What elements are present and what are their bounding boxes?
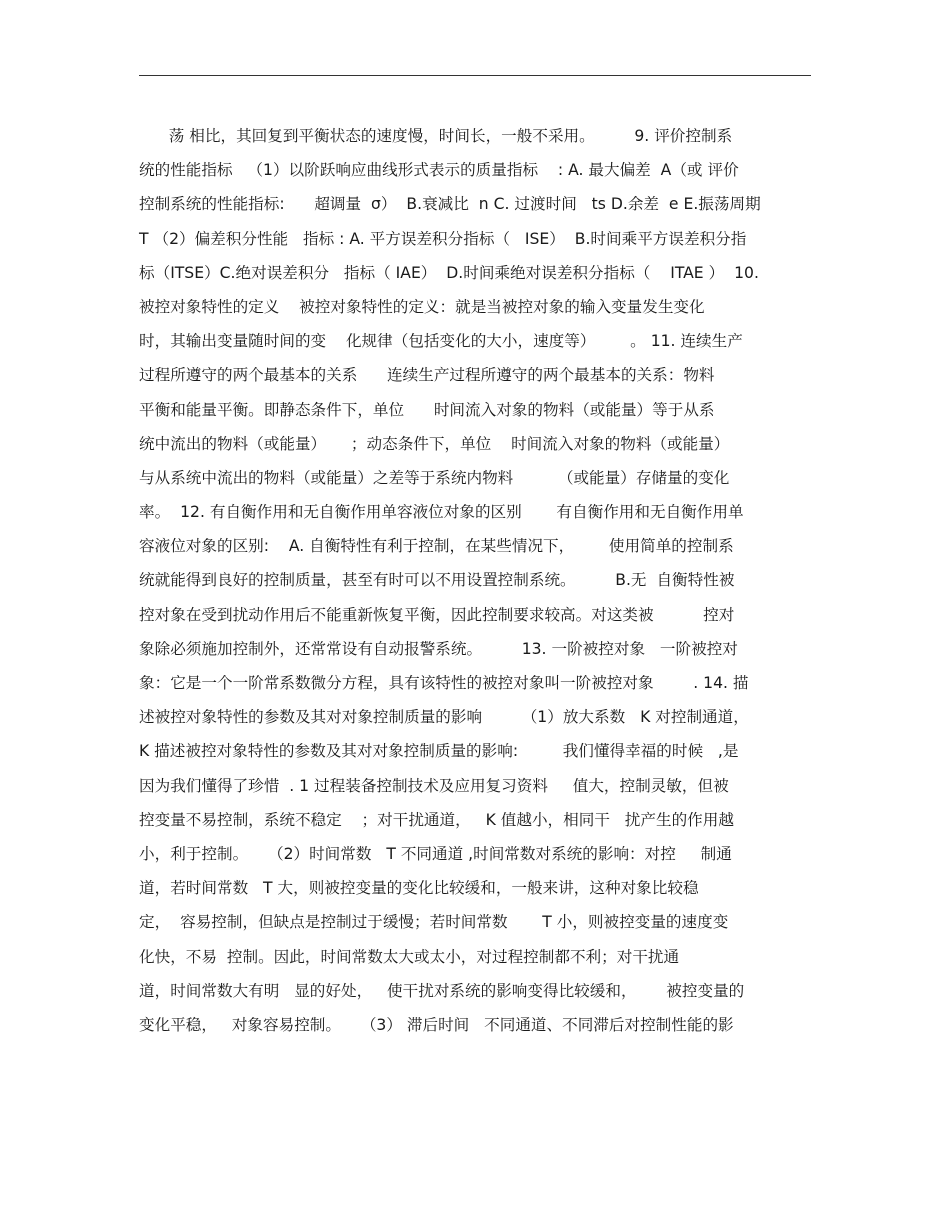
text-line: 控对象在受到扰动作用后不能重新恢复平衡，因此控制要求较高。对这类被 控对 bbox=[139, 605, 735, 624]
text-line: K 描述被控对象特性的参数及其对对象控制质量的影响: 我们懂得幸福的时候 ,是 bbox=[139, 742, 739, 761]
text-line: 标（ITSE）C.绝对误差积分 指标（ IAE） D.时间乘绝对误差积分指标（ ITAE ） 10. bbox=[139, 263, 759, 282]
text-line: 被控对象特性的定义 被控对象特性的定义：就是当被控对象的输入变量发生变化 bbox=[139, 297, 705, 316]
header-rule bbox=[139, 75, 811, 76]
text-line: 平衡和能量平衡。即静态条件下，单位 时间流入对象的物料（或能量）等于从系 bbox=[139, 400, 715, 419]
text-line: 率。 12. 有自衡作用和无自衡作用单容液位对象的区别 有自衡作用和无自衡作用单 bbox=[139, 503, 744, 522]
text-line: 控变量不易控制，系统不稳定 ；对干扰通道， K 值越小，相同干 扰产生的作用越 bbox=[139, 810, 734, 829]
text-line: 变化平稳， 对象容易控制。 （3） 滞后时间 不同通道、不同滞后对控制性能的影 bbox=[139, 1015, 734, 1034]
text-line: 定， 容易控制，但缺点是控制过于缓慢；若时间常数 T 小，则被控变量的速度变 bbox=[139, 913, 729, 932]
text-line: 象：它是一个一阶常系数微分方程，具有该特性的被控对象叫一阶被控对象 . 14. 描 bbox=[139, 674, 749, 692]
text-line: 统就能得到良好的控制质量，甚至有时可以不用设置控制系统。 B.无 自衡特性被 bbox=[139, 571, 735, 590]
text-line: 容液位对象的区别: A. 自衡特性有利于控制，在某些情况下， 使用简单的控制系 bbox=[139, 537, 734, 556]
text-line: 小，利于控制。 （2）时间常数 T 不同通道 ,时间常数对系统的影响：对控 制通 bbox=[139, 844, 732, 863]
text-line: 统的性能指标 （1）以阶跃响应曲线形式表示的质量指标 : A. 最大偏差 A（或 评价 bbox=[139, 161, 739, 180]
text-line: 荡 相比，其回复到平衡状态的速度慢，时间长，一般不采用。 9. 评价控制系 bbox=[139, 127, 733, 145]
text-line: 道，时间常数大有明 显的好处， 使干扰对系统的影响变得比较缓和， 被控变量的 bbox=[139, 981, 745, 1000]
body-text bbox=[139, 122, 819, 1045]
text-line: 过程所遵守的两个最基本的关系 连续生产过程所遵守的两个最基本的关系：物料 bbox=[139, 366, 715, 385]
text-line: T （2）偏差积分性能 指标 : A. 平方误差积分指标（ ISE） B.时间乘平方误差积分指 bbox=[139, 229, 747, 248]
text-line: 象除必须施加控制外，还常常设有自动报警系统。 13. 一阶被控对象 一阶被控对 bbox=[139, 639, 738, 658]
text-line: 时，其输出变量随时间的变 化规律（包括变化的大小，速度等） 。 11. 连续生产 bbox=[139, 332, 743, 351]
text-line: 统中流出的物料（或能量） ；动态条件下，单位 时间流入对象的物料（或能量） bbox=[139, 434, 730, 453]
text-line: 与从系统中流出的物料（或能量）之差等于系统内物料 （或能量）存储量的变化 bbox=[139, 468, 730, 487]
text-line: 控制系统的性能指标: 超调量 σ） B.衰减比 n C. 过渡时间 ts D.余差 e E.振荡周期 bbox=[139, 195, 761, 214]
text-line: 化快，不易 控制。因此，时间常数太大或太小，对过程控制都不利；对干扰通 bbox=[139, 947, 680, 966]
text-line: 因为我们懂得了珍惜 . 1 过程装备控制技术及应用复习资料 值大，控制灵敏，但被 bbox=[139, 776, 729, 795]
text-line: 述被控对象特性的参数及其对对象控制质量的影响 （1）放大系数 K 对控制通道， bbox=[139, 708, 749, 727]
text-line: 道，若时间常数 T 大，则被控变量的变化比较缓和，一般来讲，这种对象比较稳 bbox=[139, 879, 699, 898]
